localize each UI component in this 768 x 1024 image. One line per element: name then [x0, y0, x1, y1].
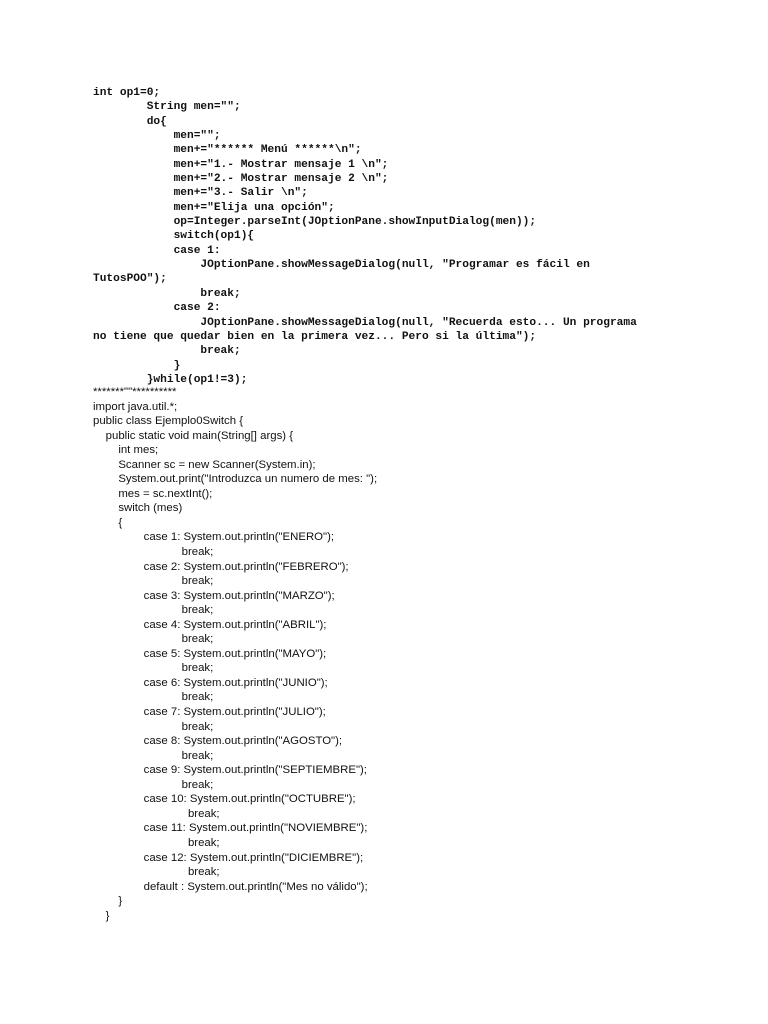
code-line: String men="";	[93, 101, 241, 114]
code-line: men+="3.- Salir \n";	[93, 187, 308, 200]
code-line: case 1: System.out.println("ENERO");	[93, 531, 335, 544]
code-line: break;	[93, 287, 241, 300]
code-line: case 11: System.out.println("NOVIEMBRE");	[93, 822, 368, 835]
code-line: break;	[93, 807, 220, 820]
code-line: case 12: System.out.println("DICIEMBRE");	[93, 851, 364, 864]
code-line: case 10: System.out.println("OCTUBRE");	[93, 793, 356, 806]
code-line: {	[93, 516, 123, 529]
code-line: no tiene que quedar bien en la primera vez... Pero si la última");	[93, 330, 537, 343]
code-line: break;	[93, 778, 214, 791]
code-line: case 4: System.out.println("ABRIL");	[93, 618, 327, 631]
code-line: break;	[93, 866, 220, 879]
code-line: case 9: System.out.println("SEPTIEMBRE");	[93, 764, 367, 777]
code-line: switch(op1){	[93, 230, 255, 243]
code-line: case 5: System.out.println("MAYO");	[93, 647, 327, 660]
code-line: op=Integer.parseInt(JOptionPane.showInputDialog(men));	[93, 216, 537, 229]
code-line: import java.util.*;	[93, 400, 178, 413]
code-line: }	[93, 359, 181, 372]
code-line: men="";	[93, 130, 221, 143]
code-line: do{	[93, 115, 167, 128]
code-line: case 6: System.out.println("JUNIO");	[93, 676, 328, 689]
code-line: JOptionPane.showMessageDialog(null, "Recuerda esto... Un programa	[93, 316, 637, 329]
code-line: break;	[93, 662, 214, 675]
code-line: case 2:	[93, 302, 221, 315]
code-line: case 1:	[93, 244, 221, 257]
code-line: public class Ejemplo0Switch {	[93, 415, 244, 428]
code-line: default : System.out.println("Mes no válido");	[93, 880, 368, 893]
code-line: JOptionPane.showMessageDialog(null, "Programar es fácil en	[93, 259, 590, 272]
code-line: men+="****** Menú ******\n";	[93, 144, 362, 157]
code-line: case 3: System.out.println("MARZO");	[93, 589, 335, 602]
code-line: break;	[93, 691, 214, 704]
code-line: }	[93, 909, 110, 922]
code-line: *******""**********	[93, 386, 177, 398]
code-line: break;	[93, 604, 214, 617]
code-line: break;	[93, 720, 214, 733]
code-line: break;	[93, 546, 214, 559]
code-line: case 8: System.out.println("AGOSTO");	[93, 735, 343, 748]
code-line: break;	[93, 836, 220, 849]
java-swing-code-block	[93, 86, 753, 387]
code-line: mes = sc.nextInt();	[93, 487, 213, 500]
code-line: break;	[93, 575, 214, 588]
code-line: break;	[93, 633, 214, 646]
code-line: men+="1.- Mostrar mensaje 1 \n";	[93, 158, 389, 171]
code-line: case 7: System.out.println("JULIO");	[93, 706, 326, 719]
code-line: Scanner sc = new Scanner(System.in);	[93, 458, 316, 471]
code-line: case 2: System.out.println("FEBRERO");	[93, 560, 349, 573]
code-line: break;	[93, 749, 214, 762]
code-line: System.out.print("Introduzca un numero de mes: ");	[93, 473, 378, 486]
java-switch-code-block	[93, 385, 753, 923]
code-line: }	[93, 895, 123, 908]
code-line: }while(op1!=3);	[93, 373, 248, 386]
code-line: switch (mes)	[93, 502, 183, 515]
code-line: int op1=0;	[93, 87, 161, 99]
code-line: public static void main(String[] args) {	[93, 429, 294, 442]
code-line: men+="Elija una opción";	[93, 201, 335, 214]
code-line: break;	[93, 345, 241, 358]
code-line: int mes;	[93, 444, 159, 457]
code-line: TutosPOO");	[93, 273, 167, 286]
code-line: men+="2.- Mostrar mensaje 2 \n";	[93, 173, 389, 186]
